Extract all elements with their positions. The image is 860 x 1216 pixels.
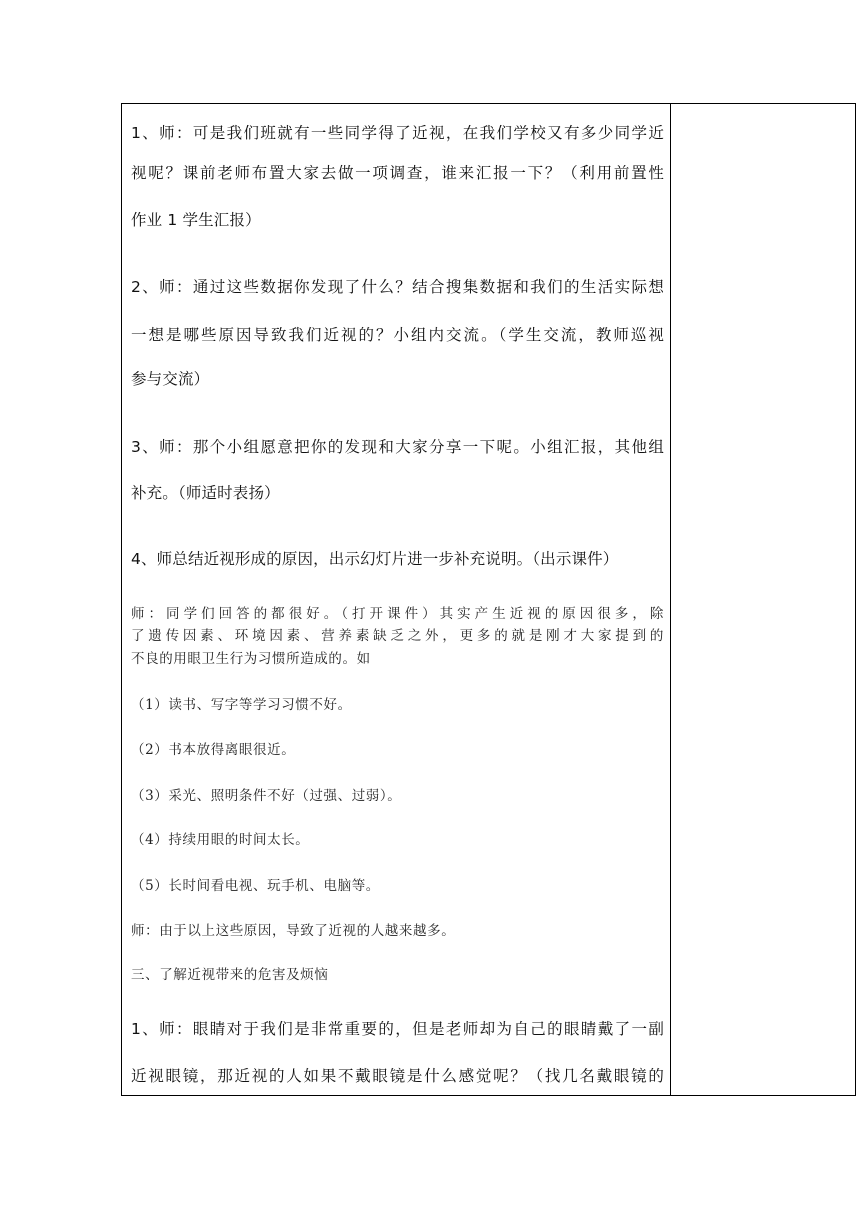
reason-item: （3）采光、照明条件不好（过强、过弱）。 [131, 788, 402, 804]
p5-line2: 了遗传因素、环境因素、营养素缺乏之外，更多的就是刚才大家提到的 [131, 628, 664, 644]
p1-line2: 视呢？课前老师布置大家去做一项调查，谁来汇报一下？（利用前置性 [131, 164, 664, 182]
p6-line: 师：由于以上这些原因，导致了近视的人越来越多。 [131, 923, 456, 939]
p7-line2: 近视眼镜，那近视的人如果不戴眼镜是什么感觉呢？（找几名戴眼镜的 [131, 1067, 664, 1085]
lesson-table [121, 103, 856, 1096]
lesson-content-cell [122, 104, 671, 1095]
p2-line2: 一想是哪些原因导致我们近视的？小组内交流。（学生交流，教师巡视 [131, 326, 664, 344]
p1-line3: 作业 1 学生汇报） [131, 211, 261, 229]
p1-line1: 1、师：可是我们班就有一些同学得了近视，在我们学校又有多少同学近 [131, 124, 664, 142]
p4-line1: 4、师总结近视形成的原因，出示幻灯片进一步补充说明。（出示课件） [131, 550, 619, 568]
p3-line1: 3、师：那个小组愿意把你的发现和大家分享一下呢。小组汇报，其他组 [131, 438, 664, 456]
reason-item: （5）长时间看电视、玩手机、电脑等。 [131, 878, 380, 894]
reason-item: （4）持续用眼的时间太长。 [131, 832, 310, 848]
p3-line2: 补充。（师适时表扬） [131, 484, 280, 502]
p2-line1: 2、师：通过这些数据你发现了什么？结合搜集数据和我们的生活实际想 [131, 278, 664, 296]
p2-line3: 参与交流） [131, 370, 210, 388]
notes-cell [671, 104, 855, 1095]
p7-line1: 1、师：眼睛对于我们是非常重要的，但是老师却为自己的眼睛戴了一副 [131, 1020, 664, 1038]
reason-item: （1）读书、写字等学习习惯不好。 [131, 697, 352, 713]
p5-line1: 师：同学们回答的都很好。（打开课件）其实产生近视的原因很多，除 [131, 606, 664, 622]
p5-line3: 不良的用眼卫生行为习惯所造成的。如 [131, 651, 371, 667]
section-3-heading: 三、了解近视带来的危害及烦恼 [131, 967, 329, 983]
reason-item: （2）书本放得离眼很近。 [131, 742, 296, 758]
